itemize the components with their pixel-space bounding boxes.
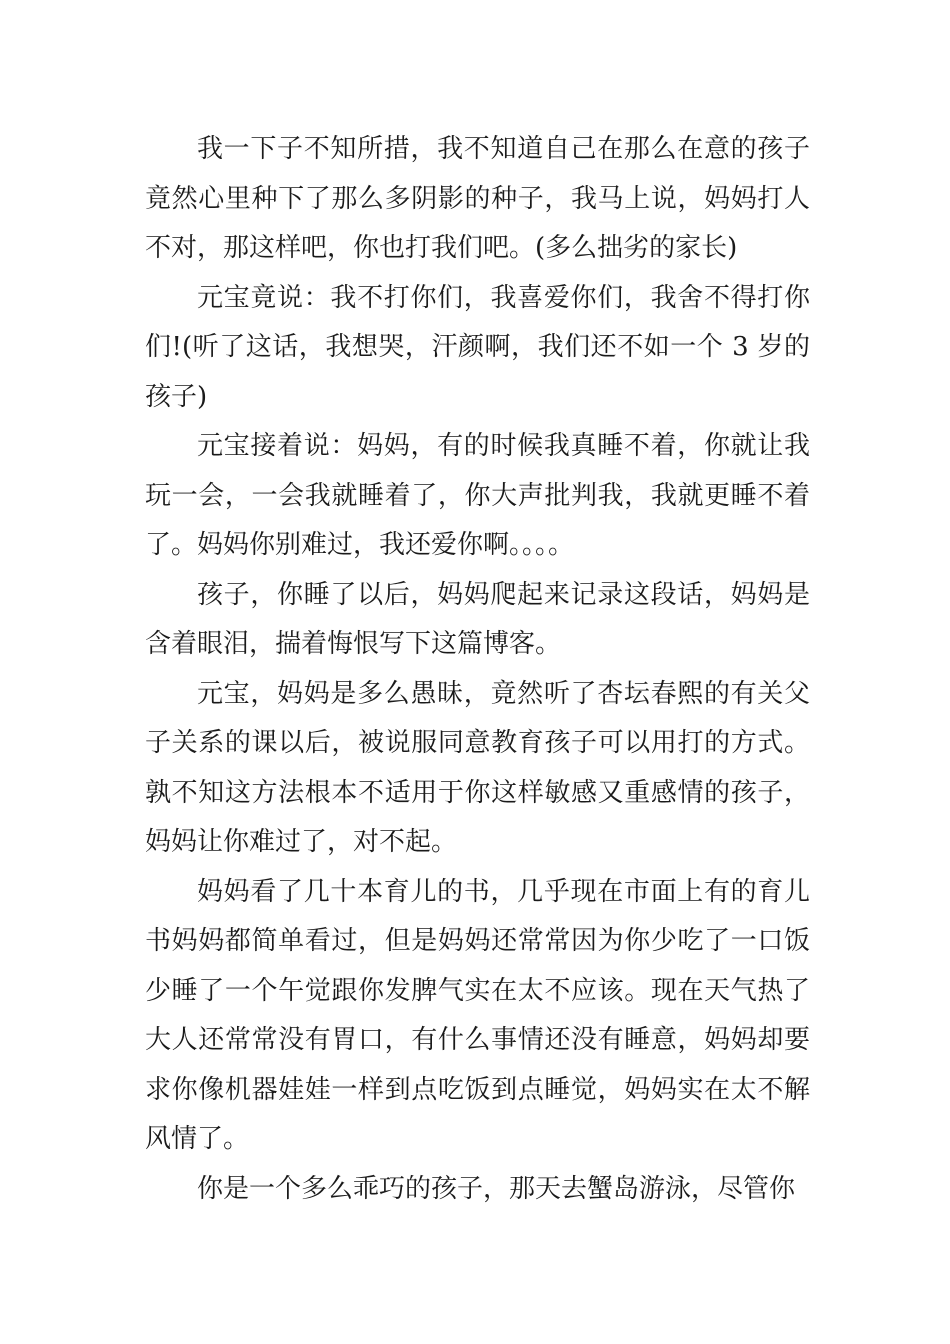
paragraph: 元宝接着说：妈妈，有的时候我真睡不着，你就让我玩一会，一会我就睡着了，你大声批判我，我就更睡不着了。妈妈你别难过，我还爱你啊。。。。	[145, 431, 810, 560]
paragraph: 孩子，你睡了以后，妈妈爬起来记录这段话，妈妈是含着眼泪，揣着悔恨写下这篇博客。	[145, 579, 810, 659]
paragraph: 元宝竟说：我不打你们，我喜爱你们，我舍不得打你们!(听了这话，我想哭，汗颜啊，我们还不如一个 3 岁的孩子)	[145, 282, 810, 412]
paragraph: 我一下子不知所措，我不知道自己在那么在意的孩子竟然心里种下了那么多阴影的种子，我马上说，妈妈打人不对，那这样吧，你也打我们吧。(多么拙劣的家长)	[145, 134, 810, 263]
paragraph: 你是一个多么乖巧的孩子，那天去蟹岛游泳，尽管你	[197, 1173, 796, 1204]
paragraph: 妈妈看了几十本育儿的书，几乎现在市面上有的育儿书妈妈都简单看过，但是妈妈还常常因为你少吃了一口饭少睡了一个午觉跟你发脾气实在太不应该。现在天气热了大人还常常没有胃口，有什么事情还没有睡意，妈妈却要求你像机器娃娃一样到点吃饭到点睡觉，妈妈实在太不解风情了。	[145, 876, 810, 1154]
paragraph: 元宝，妈妈是多么愚昧，竟然听了杏坛春熙的有关父子关系的课以后，被说服同意教育孩子可以用打的方式。孰不知这方法根本不适用于你这样敏感又重感情的孩子，妈妈让你难过了，对不起。	[145, 678, 810, 857]
document-body	[145, 125, 810, 1214]
